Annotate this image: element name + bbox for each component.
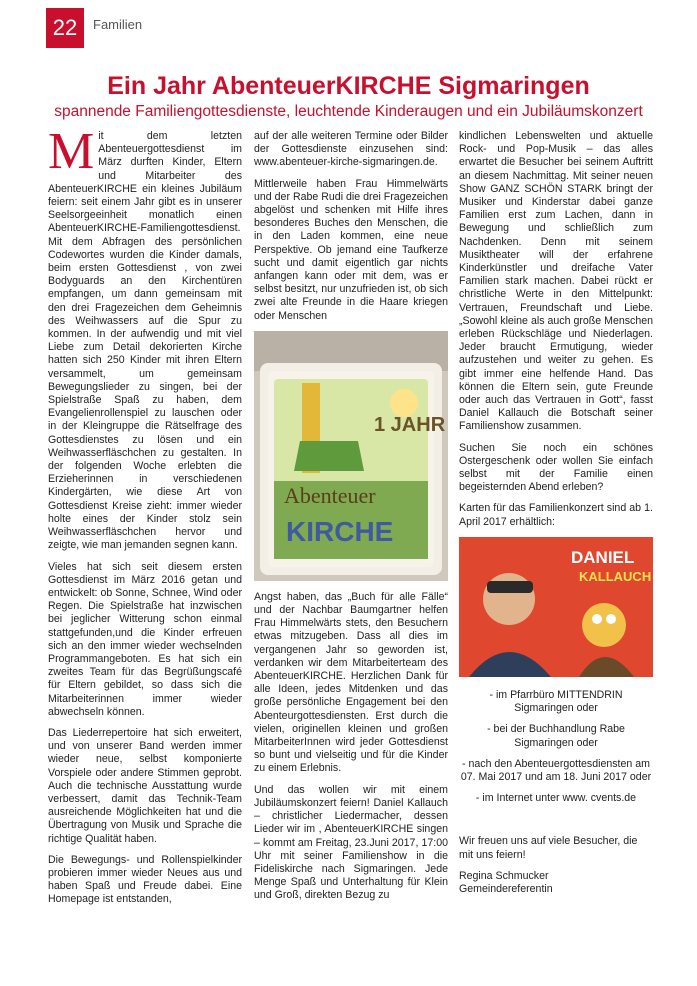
paragraph: Die Bewegungs- und Rollenspielkinder probieren immer wieder Neues aus und haben Spaß und Freude dabei. Eine Homepage ist entstanden, — [48, 853, 242, 906]
daniel-kallauch-photo — [459, 537, 653, 677]
promo-logo-daniel: DANIEL — [571, 547, 635, 567]
paragraph: Vieles hat sich seit diesem ersten Gottesdienst im März 2016 getan und entwickelt: ob Sonne, Schnee, Wind oder Regen. Die Spielstraße hat inzwischen bei jeglicher Witterung schon einmal stattgefunden,und die Kinder erfreuen sich an den immer wieder wechselnden Programmangeboten. Es hat sich ein zweites Team für das Begrüßungscafé für Eltern gebildet, so dass sich die Mitarbeiterinnen immer wieder abwechseln können. — [48, 560, 242, 718]
column-1 — [48, 123, 242, 915]
closing-text: Wir freuen uns auf viele Besucher, die mit uns feiern! — [459, 835, 638, 861]
paragraph: Angst haben, das „Buch für alle Fälle“ und der Nachbar Baumgartner helfen Frau Himmelwärts stets, den Besuchern etwas mitzugeben. Dass all dies im vergangenen Jahr so geworden ist, verdanken wir dem Mitarbeiterteam des AbenteuerKIRCHE. Herzlichen Dank für alle Ideen, jedes Mitdenken und das große persönliche Engagement bei den Abenteurgottesdiensten. Erst durch die vielen, originellen kleinen und großen MitarbeiterInnen wird jeder Gottesdienst so bunt und vielseitig und für die Kinder zu einem Erlebnis. — [254, 590, 448, 775]
promo-logo-kallauch: KALLAUCH — [579, 568, 652, 584]
section-label: Familien — [93, 17, 143, 32]
cake-text-kirche: KIRCHE — [286, 515, 394, 547]
article-title: Ein Jahr AbenteuerKIRCHE Sigmaringen — [107, 72, 590, 100]
cake-photo — [254, 331, 448, 581]
cake-text-abenteuer: Abenteuer — [284, 482, 376, 508]
ticket-option-3: - nach den Abenteuergottesdiensten am 07. Mai 2017 und am 18. Juni 2017 oder — [460, 757, 652, 783]
ticket-option-1: - im Pfarrbüro MITTENDRIN Sigmaringen oder — [489, 688, 623, 715]
paragraph: kindlichen Lebenswelten und aktuelle Rock- und Pop-Musik – das alles erwartet die Besucher bei seinem Auftritt an diesem Nachmittag. Mit seiner neuen Show GANZ SCHÖN STARK bringt der Musiker und Kinderstar dabei ganze Familien erst zum Lachen, dann in Bewegung und schließlich zum Nachdenken. Denn mit seinem Musiktheater will der erfahrene Kinderkünstler und dreifache Vater Familien stark machen. Dabei rückt er christliche Werte in den Mittelpunkt: Vertrauen, Freundschaft und Liebe. „Sowohl kleine als auch große Menschen erleben Rückschläge und Niederlagen. Jeder braucht Ermutigung, wieder aufzustehen und weiter zu gehen. Es gibt immer eine helfende Hand. Das können die Eltern sein, gute Freunde oder auch das Vertrauen in Gott“, fasst Daniel Kallauch die Botschaft seiner Familienshow zusammen. — [459, 130, 653, 433]
drop-cap: M — [48, 123, 95, 180]
signature-name: Regina Schmucker — [459, 869, 549, 882]
cake-text-jahr: 1 JAHR — [374, 413, 446, 436]
paragraph: Karten für das Familienkonzert sind ab 1. April 2017 erhältlich: — [459, 502, 653, 528]
signature-role: Gemeindereferentin — [459, 882, 553, 895]
column-3 — [459, 130, 653, 896]
paragraph: Suchen Sie noch ein schönes Ostergeschenk oder wollen Sie einfach selbst mit der Familie einen begeisternden Abend erleben? — [459, 441, 653, 494]
page-number: 22 — [46, 8, 84, 48]
paragraph: Mittlerweile haben Frau Himmelwärts und der Rabe Rudi die drei Fragezeichen abgelöst und schenken mit Hilfe ihres besonderes Buches den Menschen, die in den Laden kommen, eine neue Perspektive. Ob jemand eine Taufkerze sucht und damit eigentlich gar nichts anfangen kann oder mit dem, was er selbst besitzt, nur unzufrieden ist, ob sich zwei alte Freunde in die Haare kriegen oder Menschen — [254, 177, 448, 322]
paragraph — [48, 123, 242, 553]
paragraph: Und das wollen wir mit einem Jubiläumskonzert feiern! Daniel Kallauch – christlicher Liedermacher, dessen Lieder wir im , AbenteuerKIRCHE singen – kommt am Freitag, 23.Juni 2017, 17:00 Uhr mit seiner Familienshow in die Fideliskirche nach Sigmaringen. Jede Menge Spaß und Unterhaltung für Klein und Groß, direkten Bezug zu — [254, 783, 448, 902]
ticket-option-4: - im Internet unter www. cvents.de — [475, 792, 637, 805]
article-subtitle: spannende Familiengottesdienste, leuchtende Kinderaugen und ein Jubiläumskonzert — [54, 103, 643, 120]
column-2 — [254, 130, 448, 911]
paragraph: auf der alle weiteren Termine oder Bilder der Gottesdienste einzusehen sind: www.abenteuer-kirche-sigmaringen.de. — [254, 130, 448, 169]
paragraph-text: it dem letzten Abenteuergottesdienst im März durften Kinder, Eltern und Mitarbeiter des AbenteuerKIRCHE ein kleines Jubiläum feiern: seit einem Jahr gibt es in unserer Seelsorgeeinheit monatlich einen AbenteuerKIRCHE-Familiengottesdienst. Mit dem Abfragen des persönlichen Codewortes wurden die Kinder damals, beim ersten Gottesdienst , von zwei Bodyguards an den Kirchentüren empfangen, um dann gemeinsam mit den drei Fragezeichen dem Geheimnis des Weihwassers auf die Spur zu kommen. In der aufwendig und mit viel Liebe zum Detail dekorierten Kirche hatten sich 250 Kinder mit ihren Eltern versammelt, um gemeinsam Bewegungslieder zu singen, bei der Spielstraße Spaß zu haben, dem Evangelienrollenspiel zu lauschen oder in der Kleingruppe die Rätselfrage des Gottesdienstes zu lösen und ein Weihwasserfläschchen zu gestalten. In der folgenden Woche erlebten die Erzieherinnen in verschiedenen Kindergärten, wie diese Art von Gottesdienst Kreise zieht: immer wieder holte eines der Kinder stolz sein Weihwasserfläschchen hervor und zeigte, wie man jemanden segnen kann. — [48, 130, 242, 552]
paragraph: Das Liederrepertoire hat sich erweitert, und von unserer Band werden immer wieder neue, selbst komponierte Vorspiele oder andere Stimmen geprobt. Auch die technische Ausstattung wurde verbessert, damit das Technik-Team ausreichende Möglichkeiten hat und die Übertragung von Musik und Sprache die richtige Qualität haben. — [48, 726, 242, 845]
ticket-option-2: - bei der Buchhandlung Rabe Sigmaringen oder — [487, 723, 625, 749]
